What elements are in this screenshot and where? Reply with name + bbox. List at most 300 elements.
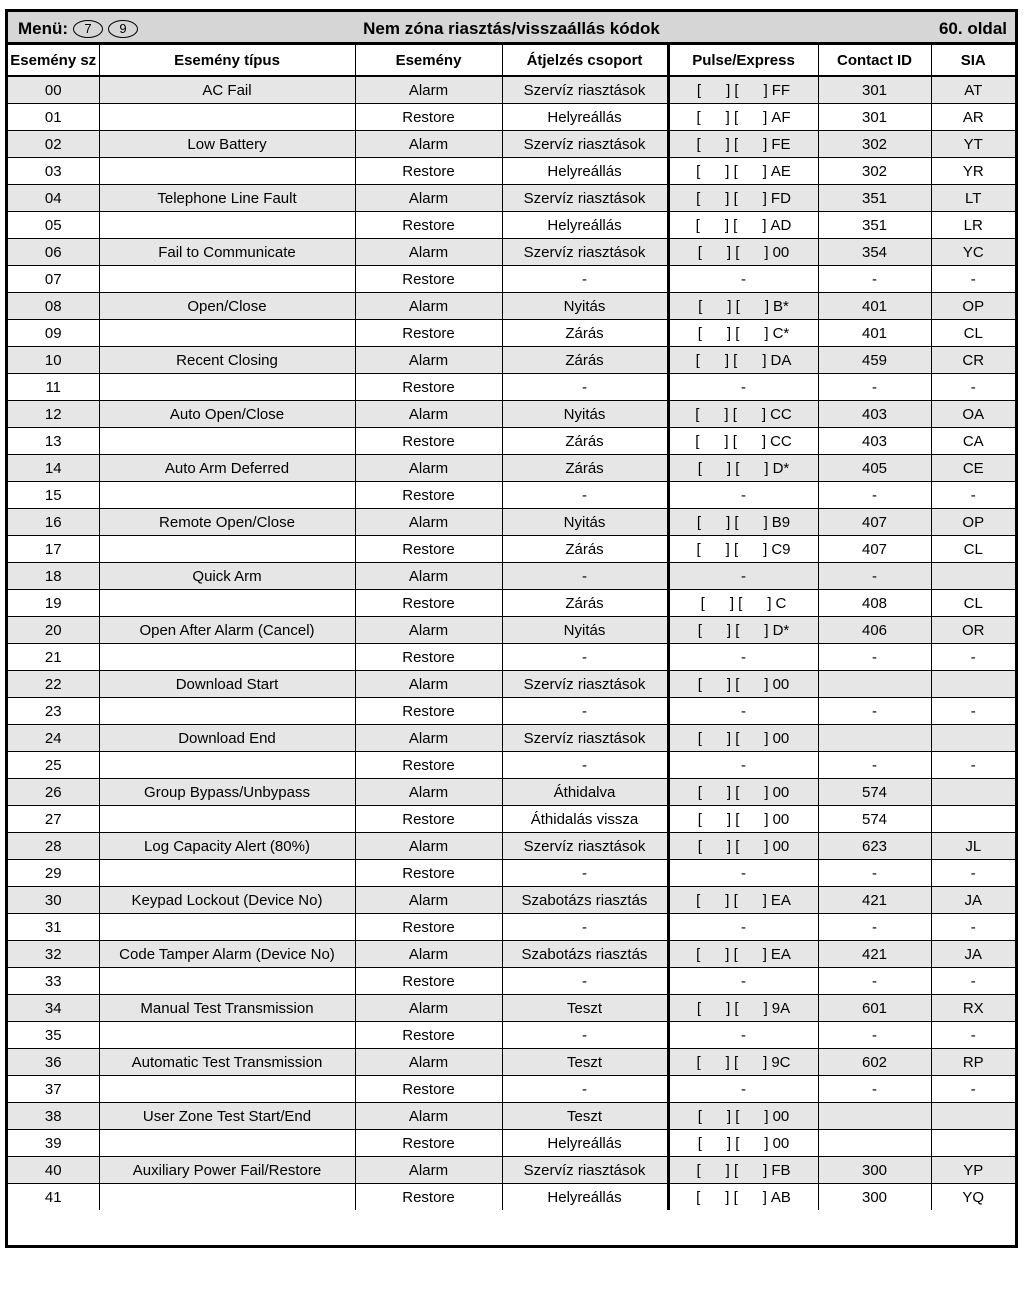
table-row — [8, 374, 1015, 401]
cell-event-type — [99, 1022, 355, 1049]
cell-report-group: Szervíz riasztások — [502, 833, 668, 860]
cell-event-no: 09 — [8, 320, 99, 347]
pulse-brackets: [ ] [ ] — [695, 351, 767, 369]
cell-sia: YC — [931, 239, 1015, 266]
cell-pulse-express: - — [668, 968, 818, 995]
cell-pulse-express: - — [668, 266, 818, 293]
table-row — [8, 293, 1015, 320]
table-row — [8, 1076, 1015, 1103]
cell-event-type: AC Fail — [99, 76, 355, 104]
cell-event: Restore — [355, 104, 502, 131]
cell-event: Restore — [355, 266, 502, 293]
cell-report-group: Teszt — [502, 1103, 668, 1130]
cell-event-no: 29 — [8, 860, 99, 887]
pulse-code: CC — [770, 405, 792, 423]
cell-event-type — [99, 590, 355, 617]
cell-event-type: Open After Alarm (Cancel) — [99, 617, 355, 644]
cell-event: Alarm — [355, 185, 502, 212]
cell-sia: CL — [931, 536, 1015, 563]
table-row — [8, 779, 1015, 806]
cell-event: Restore — [355, 914, 502, 941]
cell-event: Alarm — [355, 833, 502, 860]
table-row — [8, 563, 1015, 590]
pulse-code: CC — [770, 432, 792, 450]
cell-report-group: Teszt — [502, 995, 668, 1022]
cell-report-group: Áthidalás vissza — [502, 806, 668, 833]
cell-event-type — [99, 428, 355, 455]
cell-event-type: Code Tamper Alarm (Device No) — [99, 941, 355, 968]
table-row — [8, 941, 1015, 968]
cell-contact-id — [818, 725, 931, 752]
cell-event-type — [99, 806, 355, 833]
col-header-pulse-express: Pulse/Express — [668, 45, 818, 76]
cell-report-group: Helyreállás — [502, 212, 668, 239]
cell-report-group: Zárás — [502, 590, 668, 617]
cell-sia: - — [931, 1076, 1015, 1103]
cell-event: Alarm — [355, 995, 502, 1022]
cell-event-no: 04 — [8, 185, 99, 212]
cell-sia: JL — [931, 833, 1015, 860]
cell-contact-id: - — [818, 1022, 931, 1049]
col-header-event: Esemény — [355, 45, 502, 76]
cell-contact-id: - — [818, 374, 931, 401]
cell-event: Restore — [355, 536, 502, 563]
cell-pulse-express — [668, 509, 818, 536]
cell-contact-id: 302 — [818, 131, 931, 158]
pulse-code: 9A — [771, 999, 791, 1017]
title-bar — [8, 12, 1015, 45]
cell-contact-id — [818, 1130, 931, 1157]
table-row — [8, 995, 1015, 1022]
cell-event-no: 21 — [8, 644, 99, 671]
cell-contact-id: 601 — [818, 995, 931, 1022]
cell-event: Restore — [355, 1022, 502, 1049]
cell-sia: - — [931, 698, 1015, 725]
table-row — [8, 239, 1015, 266]
pulse-brackets: [ ] [ ] — [696, 189, 767, 207]
cell-report-group: Zárás — [502, 320, 668, 347]
menu-key-2: 9 — [108, 20, 138, 38]
cell-event-type: Recent Closing — [99, 347, 355, 374]
cell-sia: CR — [931, 347, 1015, 374]
pulse-brackets: [ ] [ ] — [697, 621, 769, 639]
pulse-brackets: [ ] [ ] — [696, 999, 768, 1017]
cell-event-type: Low Battery — [99, 131, 355, 158]
pulse-code: FE — [771, 135, 791, 153]
table-row — [8, 644, 1015, 671]
pulse-brackets: [ ] [ ] — [695, 432, 767, 450]
cell-event-type — [99, 1184, 355, 1211]
cell-event-no: 00 — [8, 76, 99, 104]
cell-sia: - — [931, 860, 1015, 887]
cell-event-no: 30 — [8, 887, 99, 914]
table-row — [8, 1184, 1015, 1211]
cell-event-no: 40 — [8, 1157, 99, 1184]
cell-event: Alarm — [355, 455, 502, 482]
cell-event-type — [99, 698, 355, 725]
cell-sia: - — [931, 482, 1015, 509]
cell-sia: LT — [931, 185, 1015, 212]
cell-report-group: Teszt — [502, 1049, 668, 1076]
table-row — [8, 1022, 1015, 1049]
cell-contact-id: 401 — [818, 320, 931, 347]
table-row — [8, 968, 1015, 995]
cell-report-group: Áthidalva — [502, 779, 668, 806]
pulse-brackets: [ ] [ ] — [696, 81, 768, 99]
cell-sia: YP — [931, 1157, 1015, 1184]
cell-sia: RX — [931, 995, 1015, 1022]
cell-sia: CE — [931, 455, 1015, 482]
cell-sia: LR — [931, 212, 1015, 239]
cell-pulse-express: - — [668, 374, 818, 401]
cell-contact-id: - — [818, 644, 931, 671]
cell-event-no: 17 — [8, 536, 99, 563]
table-row — [8, 1049, 1015, 1076]
table-row — [8, 455, 1015, 482]
cell-contact-id: 351 — [818, 185, 931, 212]
cell-report-group: Szervíz riasztások — [502, 185, 668, 212]
cell-report-group: Szervíz riasztások — [502, 725, 668, 752]
cell-event-no: 05 — [8, 212, 99, 239]
table-row — [8, 1157, 1015, 1184]
pulse-brackets: [ ] [ ] — [697, 837, 769, 855]
pulse-brackets: [ ] [ ] — [696, 891, 767, 909]
cell-report-group: Szervíz riasztások — [502, 239, 668, 266]
cell-report-group: - — [502, 1076, 668, 1103]
pulse-code: FF — [771, 81, 791, 99]
cell-event: Alarm — [355, 76, 502, 104]
col-header-event-type: Esemény típus — [99, 45, 355, 76]
cell-sia: - — [931, 374, 1015, 401]
pulse-brackets: [ ] [ ] — [700, 594, 772, 612]
pulse-brackets: [ ] [ ] — [697, 1134, 769, 1152]
cell-contact-id: - — [818, 968, 931, 995]
cell-report-group: Helyreállás — [502, 1184, 668, 1211]
cell-sia: - — [931, 1022, 1015, 1049]
cell-event-type: Open/Close — [99, 293, 355, 320]
pulse-brackets: [ ] [ ] — [696, 513, 768, 531]
cell-event-no: 32 — [8, 941, 99, 968]
cell-event-no: 34 — [8, 995, 99, 1022]
cell-report-group: Szervíz riasztások — [502, 671, 668, 698]
pulse-code: D* — [772, 621, 790, 639]
cell-event-type: User Zone Test Start/End — [99, 1103, 355, 1130]
cell-event: Restore — [355, 482, 502, 509]
cell-pulse-express — [668, 158, 818, 185]
cell-event-no: 16 — [8, 509, 99, 536]
table-row — [8, 1103, 1015, 1130]
table-row — [8, 806, 1015, 833]
cell-report-group: - — [502, 968, 668, 995]
cell-event-type — [99, 320, 355, 347]
cell-contact-id — [818, 671, 931, 698]
cell-pulse-express — [668, 590, 818, 617]
table-row — [8, 860, 1015, 887]
table-row — [8, 671, 1015, 698]
cell-contact-id: 623 — [818, 833, 931, 860]
cell-contact-id: 459 — [818, 347, 931, 374]
pulse-code: C — [775, 594, 787, 612]
cell-report-group: Szervíz riasztások — [502, 76, 668, 104]
cell-sia: - — [931, 968, 1015, 995]
cell-report-group: Nyitás — [502, 617, 668, 644]
table-row — [8, 347, 1015, 374]
cell-pulse-express — [668, 212, 818, 239]
cell-sia: CA — [931, 428, 1015, 455]
cell-pulse-express: - — [668, 860, 818, 887]
pulse-brackets: [ ] [ ] — [696, 135, 768, 153]
cell-event-type — [99, 482, 355, 509]
cell-event-type: Fail to Communicate — [99, 239, 355, 266]
table-row — [8, 320, 1015, 347]
cell-event-no: 35 — [8, 1022, 99, 1049]
table-row — [8, 185, 1015, 212]
cell-event-no: 08 — [8, 293, 99, 320]
cell-event: Restore — [355, 590, 502, 617]
cell-pulse-express — [668, 347, 818, 374]
cell-event-no: 22 — [8, 671, 99, 698]
table-row — [8, 914, 1015, 941]
cell-pulse-express — [668, 104, 818, 131]
cell-event: Alarm — [355, 725, 502, 752]
pulse-code: B9 — [771, 513, 791, 531]
pulse-code: C9 — [771, 540, 791, 558]
table-row — [8, 1130, 1015, 1157]
cell-contact-id: - — [818, 563, 931, 590]
cell-event-no: 39 — [8, 1130, 99, 1157]
cell-event-no: 02 — [8, 131, 99, 158]
cell-event-type: Auto Arm Deferred — [99, 455, 355, 482]
table-row — [8, 428, 1015, 455]
cell-event: Restore — [355, 1184, 502, 1211]
cell-pulse-express — [668, 76, 818, 104]
table-row — [8, 76, 1015, 104]
cell-contact-id: - — [818, 1076, 931, 1103]
pulse-code: 00 — [772, 1107, 790, 1125]
pulse-brackets: [ ] [ ] — [696, 1161, 768, 1179]
cell-sia: - — [931, 644, 1015, 671]
cell-contact-id: - — [818, 698, 931, 725]
pulse-code: D* — [772, 459, 790, 477]
col-header-report-group: Átjelzés csoport — [502, 45, 668, 76]
cell-pulse-express: - — [668, 563, 818, 590]
cell-event: Restore — [355, 320, 502, 347]
table-body — [8, 76, 1015, 1210]
cell-event: Alarm — [355, 509, 502, 536]
cell-event: Alarm — [355, 293, 502, 320]
cell-event-no: 24 — [8, 725, 99, 752]
cell-pulse-express — [668, 1103, 818, 1130]
cell-event: Alarm — [355, 671, 502, 698]
cell-event-type: Download Start — [99, 671, 355, 698]
cell-sia: YQ — [962, 1188, 985, 1206]
col-header-event-no: Esemény sz — [8, 45, 99, 76]
pulse-brackets: [ ] [ ] — [696, 945, 767, 963]
cell-sia: OP — [931, 509, 1015, 536]
cell-event-type: Keypad Lockout (Device No) — [99, 887, 355, 914]
cell-sia: RP — [931, 1049, 1015, 1076]
pulse-brackets: [ ] [ ] — [697, 810, 769, 828]
cell-pulse-express: - — [668, 752, 818, 779]
cell-event-type: Log Capacity Alert (80%) — [99, 833, 355, 860]
pulse-brackets: [ ] [ ] — [698, 297, 769, 315]
table-row — [8, 833, 1015, 860]
cell-event-no: 11 — [8, 374, 99, 401]
cell-event-type: Download End — [99, 725, 355, 752]
cell-event: Restore — [355, 860, 502, 887]
cell-contact-id: 300 — [818, 1184, 931, 1211]
cell-contact-id: 351 — [818, 212, 931, 239]
cell-pulse-express — [668, 185, 818, 212]
cell-event-no: 18 — [8, 563, 99, 590]
cell-event: Alarm — [355, 1157, 502, 1184]
cell-contact-id: 354 — [818, 239, 931, 266]
cell-event-type — [99, 752, 355, 779]
cell-contact-id: 408 — [818, 590, 931, 617]
cell-event-type — [99, 266, 355, 293]
table-row — [8, 212, 1015, 239]
cell-report-group: - — [502, 644, 668, 671]
cell-sia: OA — [931, 401, 1015, 428]
cell-event-type — [99, 644, 355, 671]
cell-event-no: 27 — [8, 806, 99, 833]
cell-sia: CL — [931, 320, 1015, 347]
cell-event-type — [99, 914, 355, 941]
cell-sia: - — [931, 752, 1015, 779]
cell-event-no: 33 — [8, 968, 99, 995]
pulse-code: FD — [770, 189, 791, 207]
cell-sia: - — [931, 266, 1015, 293]
pulse-code: C* — [772, 324, 790, 342]
cell-sia: YT — [931, 131, 1015, 158]
cell-event-no: 36 — [8, 1049, 99, 1076]
page-number: 60. oldal — [938, 19, 1007, 38]
pulse-brackets: [ ] [ ] — [695, 216, 767, 234]
cell-event-no: 23 — [8, 698, 99, 725]
cell-event-no: 38 — [8, 1103, 99, 1130]
pulse-brackets: [ ] [ ] — [697, 783, 769, 801]
cell-contact-id: 407 — [818, 536, 931, 563]
cell-contact-id: 401 — [818, 293, 931, 320]
pulse-brackets: [ ] [ ] — [697, 729, 769, 747]
cell-contact-id: - — [818, 752, 931, 779]
cell-sia: AT — [931, 76, 1015, 104]
cell-sia: YR — [931, 158, 1015, 185]
cell-sia: JA — [931, 887, 1015, 914]
cell-event: Restore — [355, 698, 502, 725]
pulse-code: 00 — [772, 675, 790, 693]
cell-event-type: Group Bypass/Unbypass — [99, 779, 355, 806]
cell-event: Restore — [355, 428, 502, 455]
col-header-contact-id: Contact ID — [818, 45, 931, 76]
cell-pulse-express: - — [668, 482, 818, 509]
cell-event-type — [99, 374, 355, 401]
cell-report-group: Szervíz riasztások — [502, 131, 668, 158]
cell-pulse-express — [668, 779, 818, 806]
page-title: Nem zóna riasztás/visszaállás kódok — [363, 19, 660, 38]
cell-report-group: Nyitás — [502, 401, 668, 428]
cell-contact-id: 302 — [818, 158, 931, 185]
cell-sia — [931, 806, 1015, 833]
cell-pulse-express — [668, 239, 818, 266]
cell-pulse-express — [668, 725, 818, 752]
cell-event-type — [99, 968, 355, 995]
cell-pulse-express — [668, 401, 818, 428]
cell-pulse-express: - — [668, 1076, 818, 1103]
cell-report-group: - — [502, 1022, 668, 1049]
cell-pulse-express — [668, 131, 818, 158]
cell-event: Alarm — [355, 131, 502, 158]
pulse-brackets: [ ] [ ] — [696, 1053, 768, 1071]
cell-event-no: 15 — [8, 482, 99, 509]
cell-event: Alarm — [355, 401, 502, 428]
pulse-code: 00 — [772, 810, 790, 828]
table-row — [8, 725, 1015, 752]
cell-report-group: - — [502, 563, 668, 590]
menu-key-1: 7 — [73, 20, 103, 38]
document-sheet — [5, 9, 1018, 1248]
cell-pulse-express — [668, 1130, 818, 1157]
pulse-brackets: [ ] [ ] — [696, 1188, 767, 1206]
cell-pulse-express — [668, 1049, 818, 1076]
pulse-code: 00 — [772, 729, 790, 747]
pulse-brackets: [ ] [ ] — [697, 459, 769, 477]
cell-event-type: Auxiliary Power Fail/Restore — [99, 1157, 355, 1184]
cell-pulse-express — [668, 455, 818, 482]
cell-event: Restore — [355, 968, 502, 995]
pulse-code: AB — [770, 1188, 791, 1206]
cell-report-group: Zárás — [502, 347, 668, 374]
cell-event: Alarm — [355, 1049, 502, 1076]
cell-contact-id: 403 — [818, 428, 931, 455]
cell-contact-id: 574 — [818, 806, 931, 833]
pulse-code: AD — [770, 216, 792, 234]
cell-pulse-express: - — [668, 698, 818, 725]
table-row — [8, 482, 1015, 509]
cell-event: Alarm — [355, 779, 502, 806]
cell-event: Alarm — [355, 1103, 502, 1130]
cell-sia: AR — [931, 104, 1015, 131]
cell-pulse-express — [668, 536, 818, 563]
cell-pulse-express — [668, 833, 818, 860]
cell-contact-id: 300 — [818, 1157, 931, 1184]
cell-event: Alarm — [355, 617, 502, 644]
cell-pulse-express — [668, 617, 818, 644]
pulse-code: 9C — [771, 1053, 791, 1071]
cell-event-no: 13 — [8, 428, 99, 455]
cell-report-group: Nyitás — [502, 293, 668, 320]
cell-sia — [931, 779, 1015, 806]
cell-event-no: 07 — [8, 266, 99, 293]
table-row — [8, 698, 1015, 725]
pulse-brackets: [ ] [ ] — [697, 675, 769, 693]
cell-event-type: Auto Open/Close — [99, 401, 355, 428]
cell-sia: - — [931, 914, 1015, 941]
cell-report-group: - — [502, 374, 668, 401]
pulse-code: 00 — [772, 783, 790, 801]
pulse-code: 00 — [772, 243, 790, 261]
cell-pulse-express — [668, 428, 818, 455]
pulse-code: DA — [770, 351, 792, 369]
cell-event-type: Automatic Test Transmission — [99, 1049, 355, 1076]
pulse-code: AF — [771, 108, 791, 126]
cell-event-no: 37 — [8, 1076, 99, 1103]
cell-contact-id: 421 — [818, 887, 931, 914]
pulse-brackets: [ ] [ ] — [695, 405, 767, 423]
cell-event-type: Quick Arm — [99, 563, 355, 590]
cell-pulse-express — [668, 671, 818, 698]
cell-report-group: Szabotázs riasztás — [502, 941, 668, 968]
